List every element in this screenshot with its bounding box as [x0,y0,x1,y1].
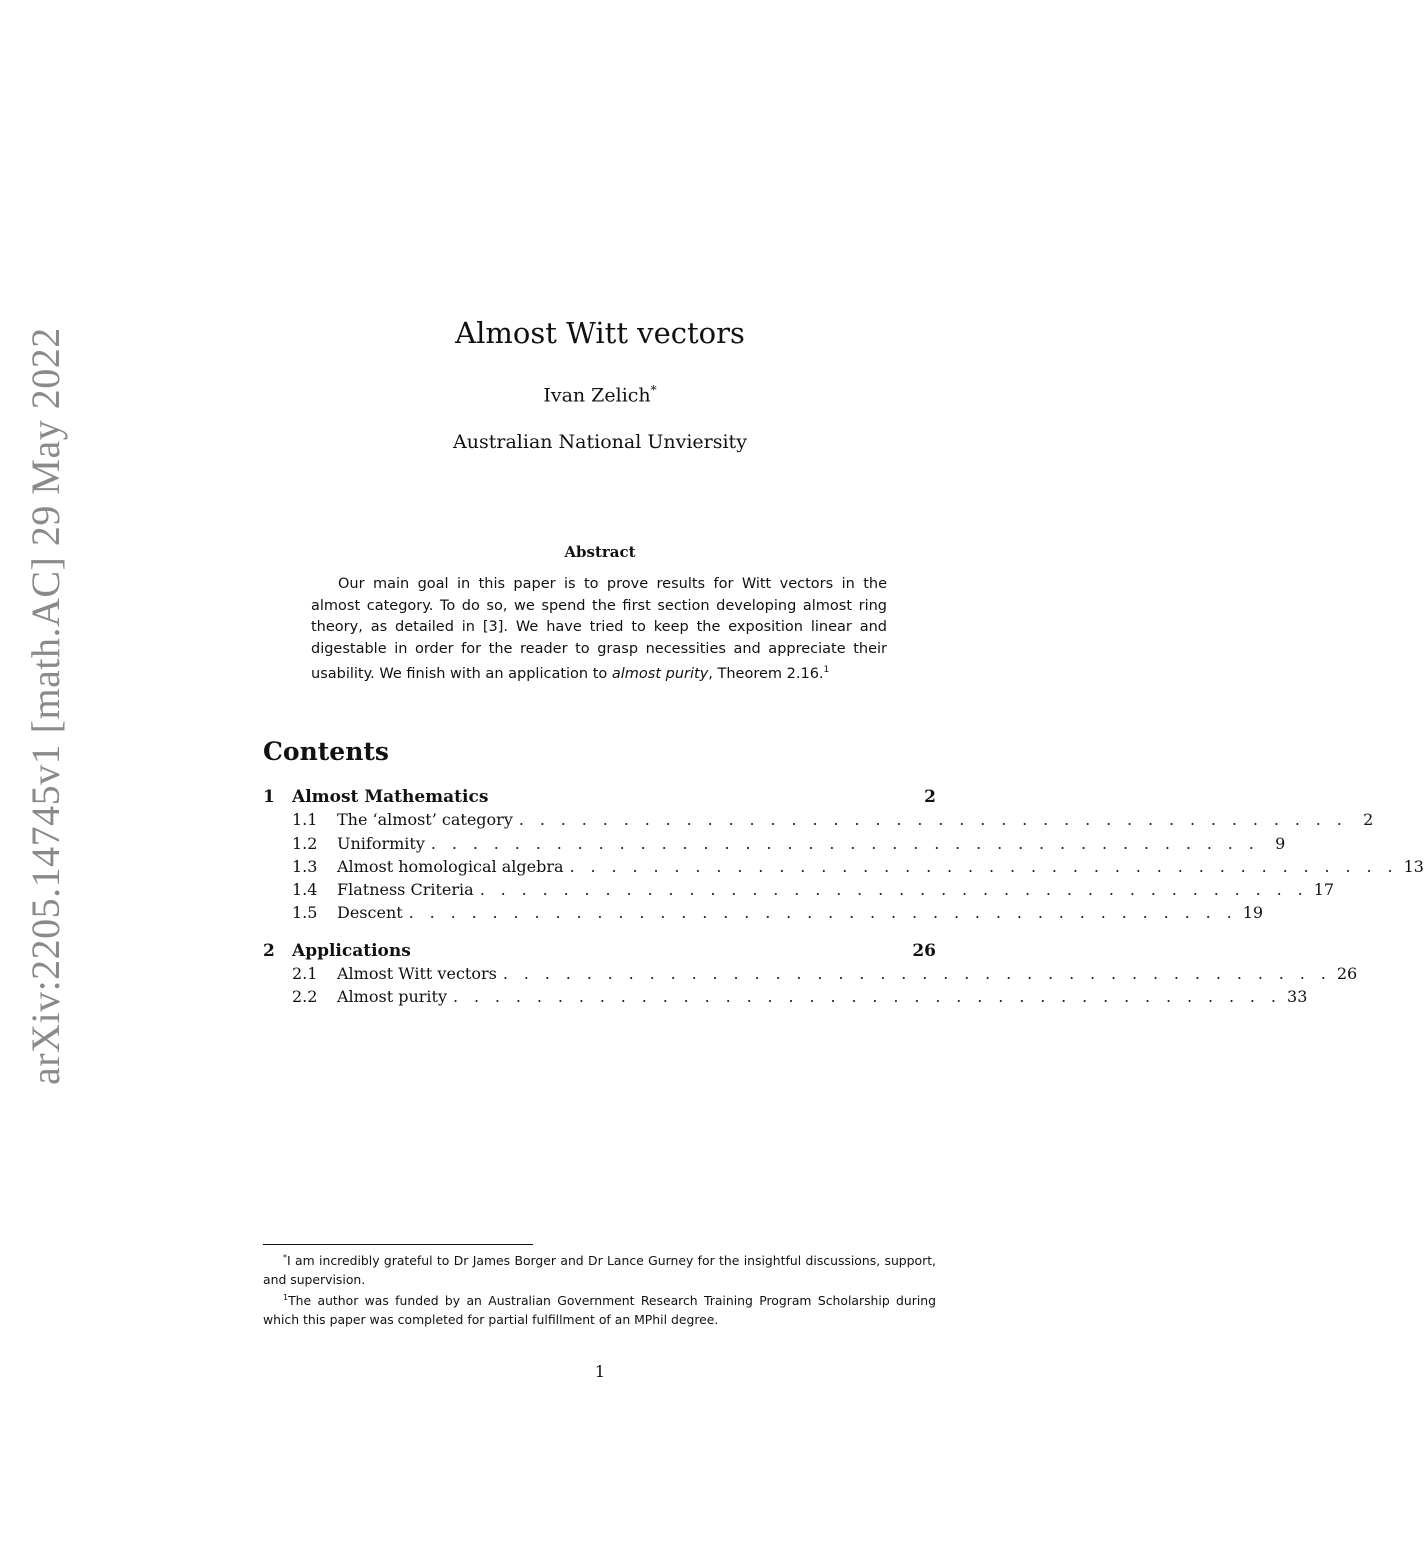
toc-leader-dots: . . . . . . . . . . . . . . . . . . . . . . . . . . . . . . . . . . . . . . . . [452,987,1282,1007]
contents-heading: Contents [263,737,390,766]
toc-leader-dots: . . . . . . . . . . . . . . . . . . . . . . . . . . . . . . . . . . . . . . . . [430,833,1260,853]
toc-entry-subsection[interactable] [263,856,1424,880]
toc-subsection-page[interactable]: 13 [1403,856,1424,876]
toc-subsection-page[interactable]: 26 [1336,964,1358,984]
paper-title: Almost Witt vectors [455,316,745,350]
toc-leader-dots: . . . . . . . . . . . . . . . . . . . . . . . . . . . . . . . . . . . . . . . . [408,903,1238,923]
footnote-text: I am incredibly grateful to Dr James Borger and Dr Lance Gurney for the insightful discussions, support, and supervision. [263,1253,936,1287]
toc-subsection-title[interactable]: Descent [337,903,403,923]
toc-section-page[interactable]: 2 [924,787,936,807]
table-of-contents [263,787,1424,1025]
toc-subsection-number: 1.2 [292,833,318,853]
toc-entry-section-2[interactable] [263,941,936,964]
toc-entry-subsection[interactable] [263,903,1264,926]
footnote-mark: * [283,1253,287,1262]
toc-entry-subsection[interactable] [263,987,1308,1010]
toc-leader-dots: . . . . . . . . . . . . . . . . . . . . . . . . . . . . . . . . . . . . . . . . [518,810,1348,830]
abstract-heading: Abstract [564,543,636,561]
toc-section-number: 1 [263,787,275,807]
toc-subsection-number: 1.1 [292,810,318,830]
author-affiliation: Australian National Unviersity [453,431,747,453]
toc-section-page[interactable]: 26 [912,940,936,961]
toc-subsection-title[interactable]: Flatness Criteria [337,880,474,900]
arxiv-identifier-stamp: arXiv:2205.14745v1 [math.AC] 29 May 2022 [23,327,68,1085]
toc-subsection-page[interactable]: 2 [1363,810,1374,830]
toc-subsection-page[interactable]: 33 [1287,987,1308,1007]
toc-subsection-number: 2.2 [292,987,318,1007]
toc-leader-dots: . . . . . . . . . . . . . . . . . . . . . . . . . . . . . . . . . . . . . . . . [479,880,1309,900]
footnote-text: The author was funded by an Australian Government Research Training Program Scholarship during which this paper was completed for partial fulfillment of an MPhil degree. [263,1293,936,1327]
footnote-mark: 1 [283,1293,289,1303]
abstract-body [311,574,887,686]
footnote-acknowledgement [263,1249,936,1289]
abstract-footnote-mark[interactable]: 1 [823,665,830,676]
toc-section-title[interactable]: Almost Mathematics [292,787,489,807]
toc-subsection-number: 1.3 [292,856,318,876]
author-name: Ivan Zelich [543,384,651,407]
footnotes [263,1249,936,1329]
author-line [0,383,1200,406]
toc-leader-dots: . . . . . . . . . . . . . . . . . . . . . . . . . . . . . . . . . . . . . . . . [569,856,1398,876]
abstract-text-end: , Theorem 2.16. [708,666,824,683]
abstract-emphasis: almost purity [611,666,709,683]
toc-subsection-page[interactable]: 9 [1275,833,1286,853]
toc-entry-subsection[interactable] [263,810,1374,833]
toc-entry-section-1[interactable] [263,787,936,810]
toc-section [263,940,1358,1011]
toc-subsection-page[interactable]: 19 [1242,903,1264,923]
author-footnote-mark[interactable]: * [650,383,657,397]
page-number: 1 [594,1362,606,1381]
toc-subsection-title[interactable]: Uniformity [337,833,425,853]
toc-entry-subsection[interactable] [263,964,1358,987]
toc-subsection-page[interactable]: 17 [1313,880,1335,900]
toc-entry-subsection[interactable] [263,880,1335,903]
toc-subsection-number: 1.5 [292,903,318,923]
toc-subsection-title[interactable]: Almost homological algebra [337,856,564,876]
toc-entry-subsection[interactable] [263,833,1286,857]
toc-section-number: 2 [263,940,275,961]
toc-subsection-title[interactable]: The ‘almost’ category [337,810,513,830]
toc-subsection-title[interactable]: Almost Witt vectors [337,964,497,984]
toc-section-title[interactable]: Applications [292,940,411,961]
toc-section [263,787,1424,927]
footnote-divider [263,1244,533,1245]
abstract-text: Our main goal in this paper is to prove results for Witt vectors in the almost category. To do so, we spend the first section developing almost ring theory, as detailed in [3]. We have tried to keep the exposition linear and digestable in order for the reader to grasp necessities and appreciate their usability. We finish with an application to [311,576,887,683]
toc-subsection-number: 1.4 [292,880,318,900]
toc-leader-dots: . . . . . . . . . . . . . . . . . . . . . . . . . . . . . . . . . . . . . . . . [502,964,1332,984]
toc-subsection-number: 2.1 [292,964,318,984]
footnote-funding [263,1289,936,1329]
toc-subsection-title[interactable]: Almost purity [337,987,447,1007]
